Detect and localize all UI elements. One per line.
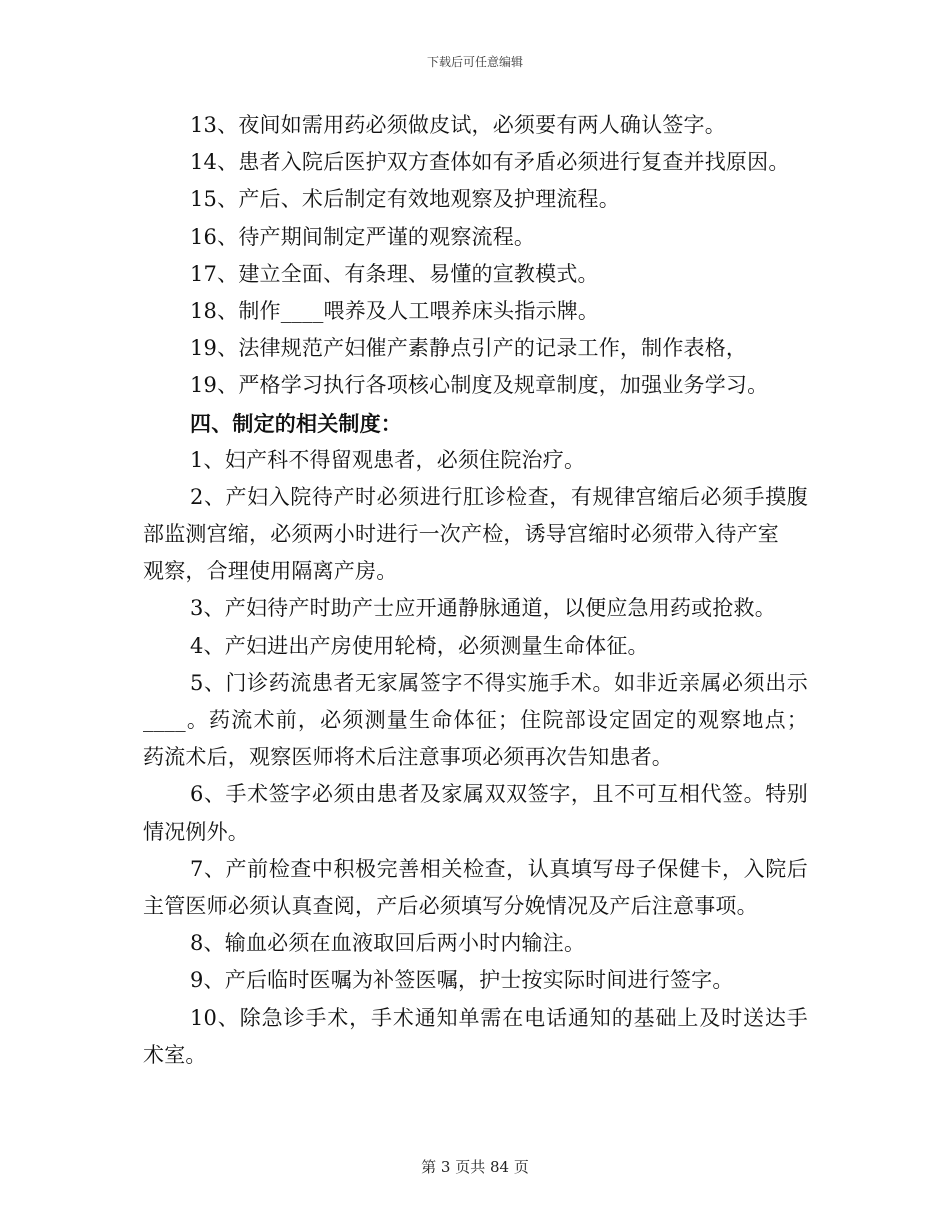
rule-paragraph xyxy=(143,962,808,999)
rule-line: 部监测宫缩，必须两小时进行一次产检，诱导宫缩时必须带入待产室 xyxy=(143,522,779,547)
list-item: 17、建立全面、有条理、易懂的宣教模式。 xyxy=(190,261,599,286)
rule-paragraph xyxy=(143,665,808,777)
rule-paragraph xyxy=(143,628,808,665)
rule-paragraph xyxy=(143,1000,808,1074)
rule-line: 观察，合理使用隔离产房。 xyxy=(143,559,398,584)
list-item: 16、待产期间制定严谨的观察流程。 xyxy=(190,224,536,249)
rule-paragraph xyxy=(143,925,808,962)
rule-line: 主管医师必须认真查阅，产后必须填写分娩情况及产后注意事项。 xyxy=(143,893,758,918)
rule-line: 6、手术签字必须由患者及家属双双签字，且不可互相代签。特别 xyxy=(190,782,808,807)
rule-line: 术室。 xyxy=(143,1042,207,1067)
rule-line: 10、除急诊手术，手术通知单需在电话通知的基础上及时送达手 xyxy=(190,1005,808,1030)
rule-paragraph xyxy=(143,590,808,627)
page-footer: 第 3 页共 84 页 xyxy=(421,1158,529,1176)
rule-line: 4、产妇进出产房使用轮椅，必须测量生命体征。 xyxy=(190,633,649,658)
rule-line: 1、妇产科不得留观患者，必须住院治疗。 xyxy=(190,447,586,472)
list-item: 13、夜间如需用药必须做皮试，必须要有两人确认签字。 xyxy=(190,113,726,137)
rule-paragraph xyxy=(143,479,808,591)
list-item: 19、法律规范产妇催产素静点引产的记录工作，制作表格， xyxy=(190,336,748,361)
rule-paragraph xyxy=(143,851,808,925)
list-item: 18、制作____喂养及人工喂养床头指示牌。 xyxy=(190,298,600,323)
rule-line: 9、产后临时医嘱为补签医嘱，护士按实际时间进行签字。 xyxy=(190,968,734,993)
rule-line: 3、产妇待产时助产士应开通静脉通道，以便应急用药或抢救。 xyxy=(190,596,776,621)
rule-line: 5、门诊药流患者无家属签字不得实施手术。如非近亲属必须出示 xyxy=(190,670,808,695)
rule-line: 8、输血必须在血液取回后两小时内输注。 xyxy=(190,931,586,956)
rule-paragraph xyxy=(143,776,808,850)
list-item: 19、严格学习执行各项核心制度及规章制度，加强业务学习。 xyxy=(190,373,769,398)
rule-line: 药流术后，观察医师将术后注意事项必须再次告知患者。 xyxy=(143,745,673,770)
rule-line: 情况例外。 xyxy=(143,819,249,844)
document-body xyxy=(143,107,808,1074)
rule-paragraph xyxy=(143,442,808,479)
rule-line: 2、产妇入院待产时必须进行肛诊检查，有规律宫缩后必须手摸腹 xyxy=(190,484,808,509)
rules-list xyxy=(143,442,808,1074)
list-item: 15、产后、术后制定有效地观察及护理流程。 xyxy=(190,187,620,212)
list-item: 14、患者入院后医护双方查体如有矛盾必须进行复查并找原因。 xyxy=(190,150,790,175)
rule-line: 7、产前检查中积极完善相关检查，认真填写母子保健卡，入院后 xyxy=(190,856,808,881)
section-heading: 四、制定的相关制度： xyxy=(190,410,402,436)
rule-line: ____。药流术前，必须测量生命体征；住院部设定固定的观察地点； xyxy=(143,708,808,732)
numbered-list xyxy=(143,107,808,405)
header-note: 下载后可任意编辑 xyxy=(426,55,523,69)
